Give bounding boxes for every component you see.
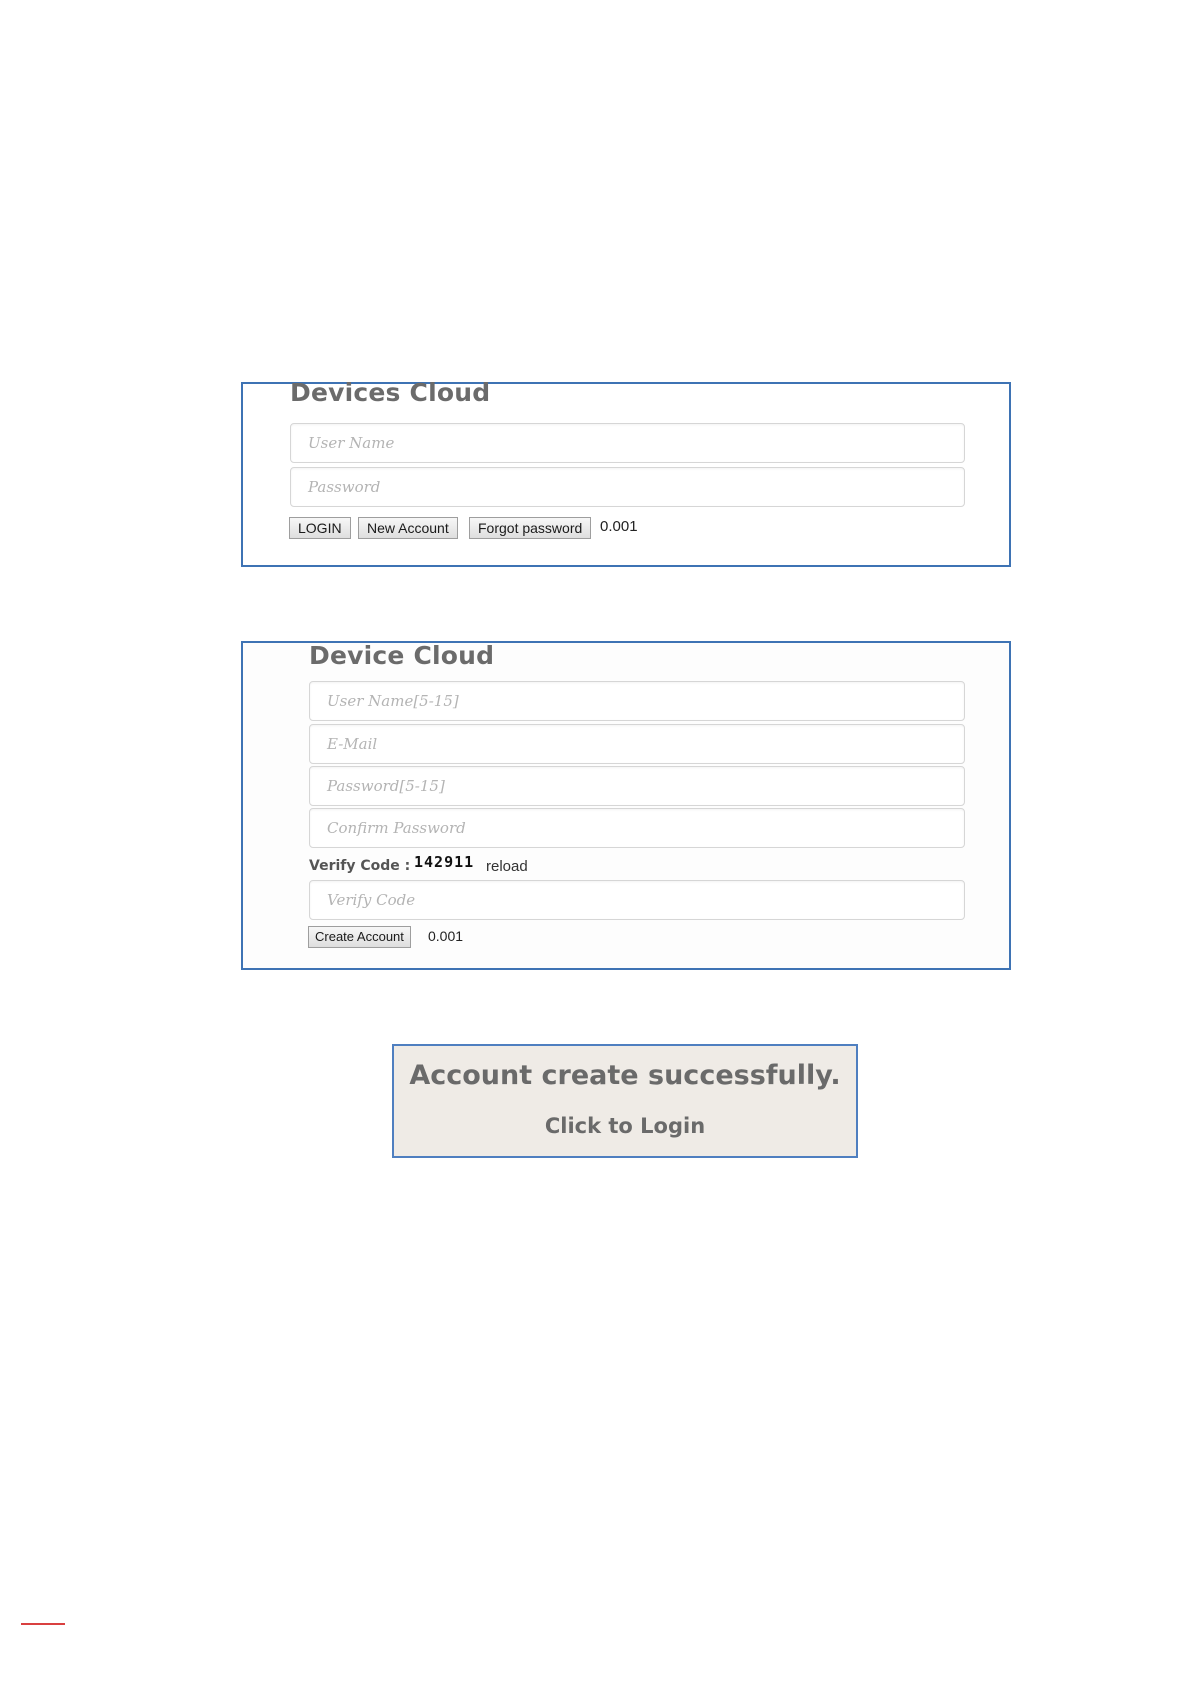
forgot-password-button[interactable]: Forgot password	[469, 517, 591, 539]
confirm-password-input[interactable]: Confirm Password	[309, 808, 965, 848]
register-password-input[interactable]: Password[5-15]	[309, 766, 965, 806]
footer-divider	[21, 1623, 65, 1625]
password-input[interactable]: Password	[290, 467, 965, 507]
email-input[interactable]: E-Mail	[309, 724, 965, 764]
login-panel	[241, 378, 1011, 567]
username-input[interactable]: User Name	[290, 423, 965, 463]
success-panel	[392, 1044, 858, 1158]
version-label: 0.001	[600, 518, 638, 535]
login-panel-title: Devices Cloud	[290, 378, 491, 407]
register-panel-title: Device Cloud	[309, 641, 495, 670]
verify-code-label: Verify Code :	[309, 858, 411, 874]
verify-code-input[interactable]: Verify Code	[309, 880, 965, 920]
click-to-login-link[interactable]: Click to Login	[544, 1114, 706, 1138]
success-message: Account create successfully.	[409, 1060, 841, 1091]
register-username-input[interactable]: User Name[5-15]	[309, 681, 965, 721]
register-panel	[241, 641, 1011, 970]
captcha-image: 142911	[414, 853, 475, 871]
login-button[interactable]: LOGIN	[289, 517, 351, 539]
create-account-button[interactable]: Create Account	[308, 926, 411, 948]
new-account-button[interactable]: New Account	[358, 517, 458, 539]
reload-link[interactable]: reload	[486, 858, 528, 875]
register-version-label: 0.001	[428, 928, 464, 944]
